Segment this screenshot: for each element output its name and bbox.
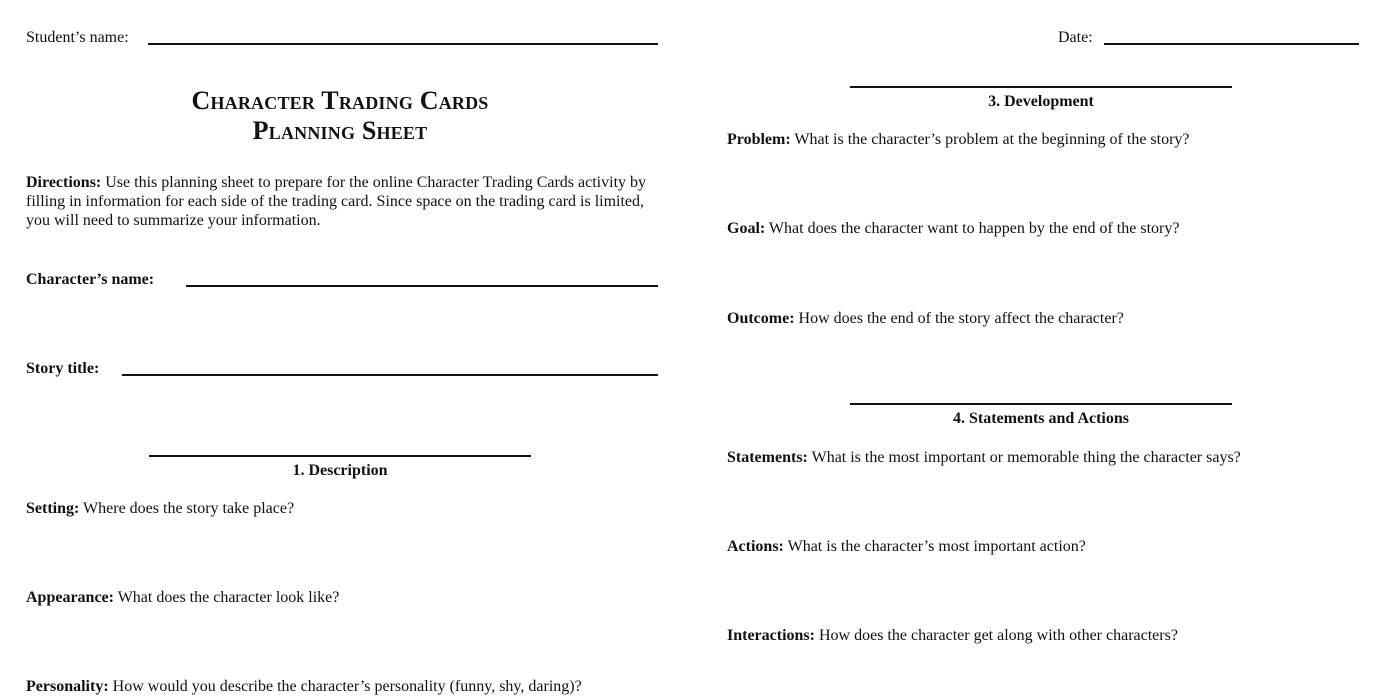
interactions-question	[727, 627, 1178, 645]
student-name-line[interactable]	[148, 30, 658, 45]
interactions-label: Interactions:	[727, 627, 815, 644]
interactions-text: How does the character get along with other characters?	[814, 627, 1178, 644]
directions-paragraph	[26, 173, 666, 230]
date-label: Date:	[1058, 29, 1093, 46]
problem-label: Problem:	[727, 131, 791, 148]
statements-question	[727, 449, 1241, 467]
directions-label: Directions:	[26, 174, 102, 191]
section-1-rule	[149, 455, 531, 457]
story-title-line[interactable]	[122, 361, 658, 376]
setting-question	[26, 500, 294, 518]
goal-label: Goal:	[727, 220, 766, 237]
problem-question	[727, 131, 1190, 149]
setting-text: Where does the story take place?	[79, 500, 295, 517]
title-line-2: Planning Sheet	[252, 116, 428, 145]
actions-question	[727, 538, 1086, 556]
title-line-1: Character Trading Cards	[191, 86, 489, 115]
student-name-label: Student’s name:	[26, 29, 129, 46]
date-line[interactable]	[1104, 30, 1359, 45]
goal-text: What does the character want to happen by the end of the story?	[765, 220, 1180, 237]
section-1-heading: 1. Description	[292, 462, 388, 479]
goal-question	[727, 220, 1179, 238]
problem-text: What is the character’s problem at the beginning of the story?	[790, 131, 1190, 148]
personality-text: How would you describe the character’s personality (funny, shy, daring)?	[108, 678, 582, 695]
appearance-text: What does the character look like?	[113, 589, 340, 606]
directions-text: Use this planning sheet to prepare for the online Character Trading Cards activity by filling in information for each side of the trading card. Since space on the trading card is limited, you will need to summarize your information.	[26, 174, 647, 229]
section-3-heading: 3. Development	[988, 93, 1094, 110]
statements-text: What is the most important or memorable thing the character says?	[807, 449, 1241, 466]
actions-label: Actions:	[727, 538, 784, 555]
section-4-rule	[850, 403, 1232, 405]
actions-text: What is the character’s most important action?	[783, 538, 1086, 555]
personality-label: Personality:	[26, 678, 109, 695]
appearance-label: Appearance:	[26, 589, 114, 606]
outcome-label: Outcome:	[727, 310, 795, 327]
character-name-label: Character’s name:	[26, 271, 155, 288]
setting-label: Setting:	[26, 500, 80, 517]
section-4-heading: 4. Statements and Actions	[952, 410, 1129, 427]
statements-label: Statements:	[727, 449, 808, 466]
section-3-rule	[850, 86, 1232, 88]
personality-question	[26, 678, 582, 696]
story-title-label: Story title:	[26, 360, 100, 377]
appearance-question	[26, 589, 339, 607]
outcome-text: How does the end of the story affect the character?	[794, 310, 1124, 327]
outcome-question	[727, 310, 1124, 328]
character-name-line[interactable]	[186, 272, 658, 287]
